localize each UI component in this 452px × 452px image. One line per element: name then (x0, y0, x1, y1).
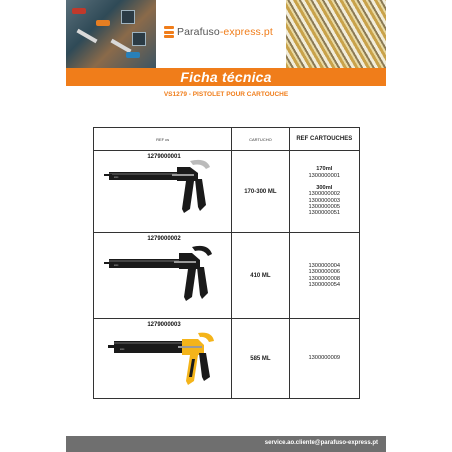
product-code: 1279000003 (147, 322, 181, 328)
caulking-gun-image (94, 233, 234, 319)
title-banner (66, 68, 386, 86)
ref-value: 1300000001 (308, 172, 341, 179)
ref-value: 1300000008 (308, 275, 341, 282)
product-subtitle: VS1279 - PISTOLET POUR CARTOUCHE (163, 91, 289, 98)
cartridge-refs (289, 151, 359, 233)
header-logo-area (156, 0, 286, 68)
ref-value: 1300000009 (308, 355, 341, 362)
ref-value: 1300000005 (308, 203, 341, 210)
ref-value: 1300000004 (308, 262, 341, 269)
ref-group-title: 170ml (316, 166, 333, 173)
table-row (94, 233, 360, 319)
col-header-ref: REF cs (94, 128, 232, 151)
ref-value: 1300000003 (308, 197, 341, 204)
brand-logo[interactable] (164, 26, 273, 38)
product-image-cell (94, 233, 232, 319)
ref-value: 1300000051 (308, 210, 341, 217)
footer-email-link[interactable]: service.ao.cliente@parafuso-express.pt (264, 440, 378, 446)
cartridge-size: 410 ML (232, 233, 289, 319)
document-page (66, 0, 386, 452)
ref-value: 1300000006 (308, 269, 341, 276)
caulking-gun-image (94, 319, 234, 399)
header-photo-screws (286, 0, 386, 68)
table-row (94, 319, 360, 399)
product-code: 1279000001 (147, 154, 181, 160)
logo-text: Parafuso-express.pt (177, 26, 273, 38)
cartridge-size: 170-300 ML (232, 151, 289, 233)
col-header-ref-cartouches: REF CARTOUCHES (289, 128, 359, 151)
svg-text:▪▪▪▪: ▪▪▪▪ (114, 175, 119, 179)
page-title: Ficha técnica (180, 69, 272, 85)
product-image-cell (94, 319, 232, 399)
spec-table (93, 127, 360, 399)
caulking-gun-image (94, 151, 234, 233)
cartridge-size: 585 ML (232, 319, 289, 399)
table-header-row (94, 128, 360, 151)
logo-mark-icon (164, 26, 174, 38)
footer-bar (66, 436, 386, 452)
product-image-cell (94, 151, 232, 233)
ref-value: 1300000002 (308, 191, 341, 198)
ref-group-title: 300ml (316, 185, 333, 192)
svg-text:▪▪▪▪: ▪▪▪▪ (120, 347, 125, 351)
cartridge-refs (289, 319, 359, 399)
col-header-cartucho: CARTUCHO (232, 128, 289, 151)
header-photo-tools (66, 0, 156, 68)
ref-value: 1300000054 (308, 281, 341, 288)
cartridge-refs (289, 233, 359, 319)
table-row (94, 151, 360, 233)
svg-text:▪▪▪▪: ▪▪▪▪ (114, 263, 119, 267)
product-code: 1279000002 (147, 236, 181, 242)
